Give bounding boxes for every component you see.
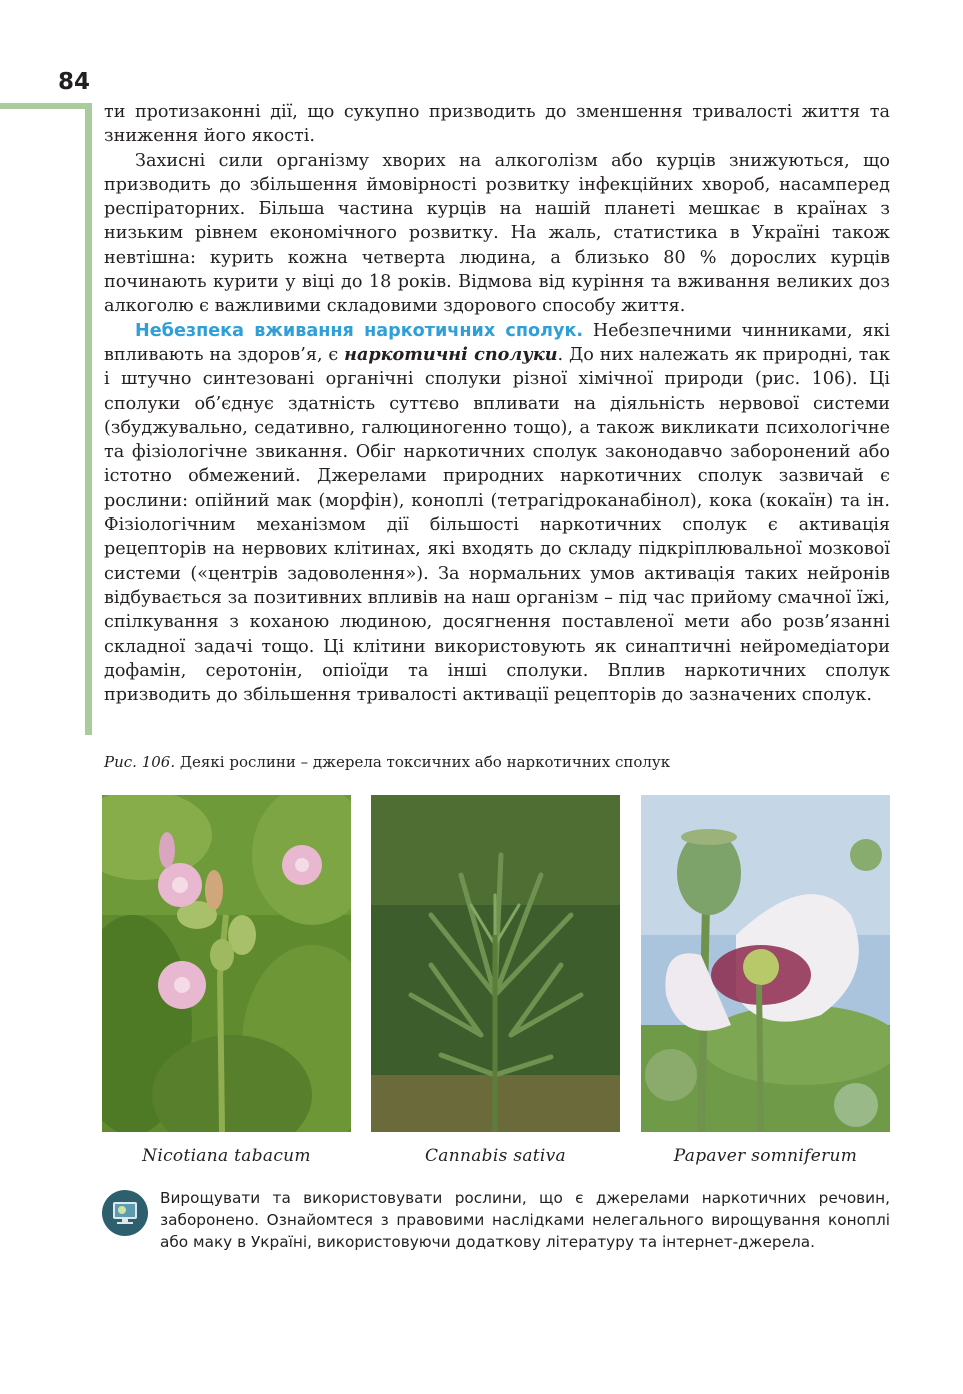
tobacco-label: Nicotiana tabacum xyxy=(142,1146,311,1166)
section-heading: Небезпека вживання наркотичних сполук. xyxy=(135,320,584,341)
key-term: наркотичні сполуки xyxy=(344,343,558,365)
figure-caption xyxy=(104,752,884,772)
figure-caption-text: Деякі рослини – джерела токсичних або наркотичних сполук xyxy=(175,753,671,771)
paragraph-1: ти протизаконні дії, що сукупно призводить до зменшення тривалості життя та зниження його якості. xyxy=(104,102,890,147)
margin-rule-side xyxy=(85,103,92,735)
computer-globe-icon xyxy=(102,1190,148,1236)
paragraph-3 xyxy=(104,319,890,708)
figure-number: Рис. 106. xyxy=(104,753,176,771)
cannabis-photo xyxy=(371,795,620,1132)
paragraph-3-part-b: . До них належать як природні, так і штучно синтезовані органічні сполуки різної хімічної природи (рис. 106). Ці сполуки об’єднує здатність суттєво впливати на діяльність нервової системи (збуджувально, седативно, галюциногенно тощо), а також викликати психологічне та фізіологічне звикання. Обіг наркотичних сполук законодавчо заборонений або істотно обмежений. Джерелами природних наркотичних сполук зазвичай є рослини: опійний мак (морфін), коноплі (тетрагідроканабінол), кока (кокаїн) та ін. Фізіологічним механізмом дії більшості наркотичних сполук є активація рецепторів на нервових клітинах, які входять до складу підкріплювальної мозкової системи («центрів задоволення»). За нормальних умов активація таких нейронів відбувається за позитивних впливів на наш організм – під час прийому смачної їжі, спілкування з коханою людиною, досягнення поставленої мети або розв’язанні складної задачі тощо. Ці клітини використовують як синаптичні нейромедіатори дофамін, серотонін, опіоїди та інші сполуки. Вплив наркотичних сполук призводить до збільшення тривалості активації рецепторів до зазначених сполук. xyxy=(104,344,890,706)
margin-rule-top xyxy=(0,103,92,109)
main-text xyxy=(104,100,890,707)
cannabis-label: Cannabis sativa xyxy=(425,1146,566,1166)
poppy-photo xyxy=(641,795,890,1132)
paragraph-2: Захисні сили організму хворих на алкоголізм або курців знижуються, що призводить до збільшення ймовірності розвитку інфекційних хвороб, насамперед респіраторних. Більша частина курців на нашій планеті мешкає в країнах з низьким рівнем економічного розвитку. На жаль, статистика в Україні також невтішна: курить кожна четверта людина, а близько 80 % дорослих курців починають курити у віці до 18 років. Відмова від куріння та вживання великих доз алкоголю є важливими складовими здорового способу життя. xyxy=(104,150,890,317)
page-number: 84 xyxy=(58,69,91,95)
info-note: Вирощувати та використовувати рослини, що є джерелами наркотичних речовин, заборонено. Ознайомтеся з правовими наслідками нелегального вирощування коноплі або маку в Україні, використовуючи додаткову літературу та інтернет-джерела. xyxy=(160,1189,890,1251)
paragraph-3-part-a: Небезпечними чинниками, які впливають на здоров’я, є xyxy=(104,320,890,365)
poppy-label: Papaver somniferum xyxy=(673,1146,858,1166)
tobacco-photo xyxy=(102,795,351,1132)
